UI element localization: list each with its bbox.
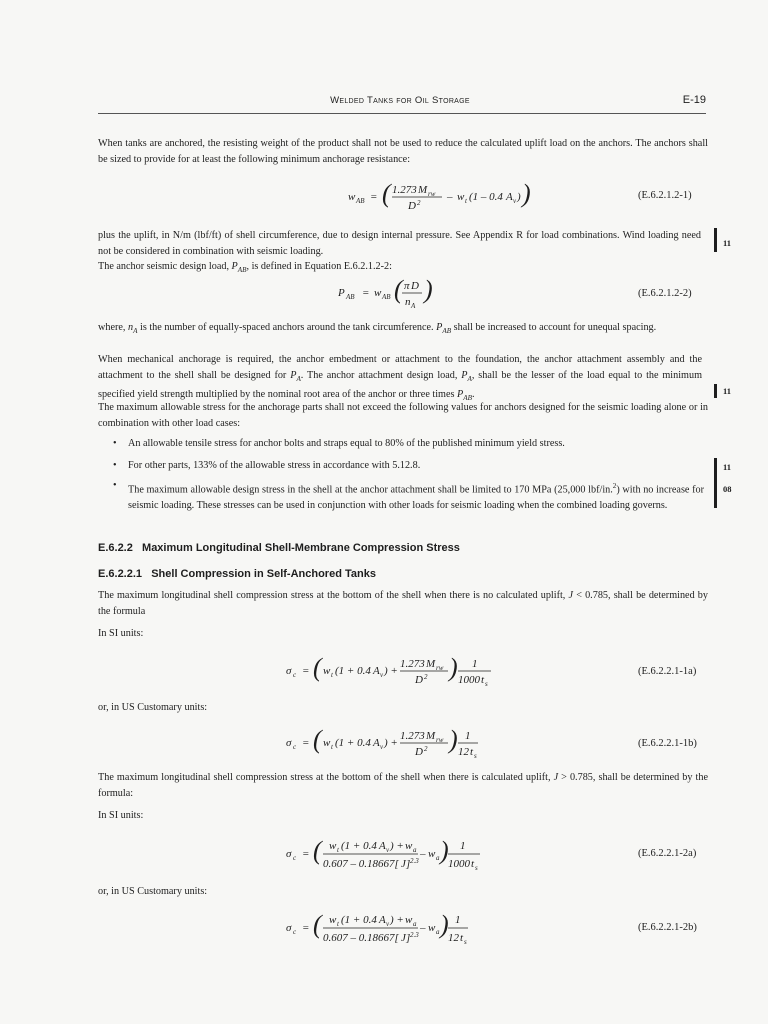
section-number: E.6.2.2 xyxy=(98,542,133,554)
svg-text:1.273: 1.273 xyxy=(392,184,417,196)
svg-text:c: c xyxy=(293,743,297,751)
svg-text:(: ( xyxy=(313,836,322,865)
svg-text:a: a xyxy=(413,846,417,854)
svg-text:σ: σ xyxy=(286,922,292,934)
change-bar xyxy=(714,384,717,398)
svg-text:=: = xyxy=(302,737,310,749)
svg-text:w: w xyxy=(323,665,331,677)
svg-text:–: – xyxy=(420,848,426,860)
svg-text:): ) xyxy=(449,725,458,754)
svg-text:) +: ) + xyxy=(384,665,398,677)
svg-text:rw: rw xyxy=(428,190,436,198)
svg-text:(: ( xyxy=(382,179,391,208)
svg-text:=: = xyxy=(362,287,370,299)
svg-text:v: v xyxy=(386,920,390,928)
paragraph-anchorage-resistance: When tanks are anchored, the resisting weight of the product shall not be used to reduce the calculated uplift load on the anchors. The anchors shall be sized to provide for at least the following minimum anchorage resistance: xyxy=(98,138,708,165)
svg-text:w: w xyxy=(329,840,337,852)
svg-text:s: s xyxy=(464,938,467,946)
paragraph-uplift: plus the uplift, in N/m (lbf/ft) of shell circumference, due to design internal pressure. See Appendix R for load combinations. Wind loading need not be considered in combination with seismic loading. xyxy=(98,230,701,257)
svg-text:): ) xyxy=(424,275,433,304)
svg-text:c: c xyxy=(293,671,297,679)
equation-pab-graphic xyxy=(338,274,498,314)
svg-text:t: t xyxy=(460,932,464,944)
svg-text:t: t xyxy=(337,846,339,854)
change-marker: 11 xyxy=(723,238,732,248)
svg-text:]: ] xyxy=(406,858,411,870)
svg-text:): ) xyxy=(449,653,458,682)
bullet-tensile-stress: An allowable tensile stress for anchor bolts and straps equal to 80% of the published minimum yield stress. xyxy=(128,438,565,449)
svg-text:2: 2 xyxy=(424,745,428,753)
svg-text:M: M xyxy=(426,730,436,742)
svg-text:P: P xyxy=(338,287,345,299)
svg-text:M: M xyxy=(418,184,428,196)
bullet-marker: • xyxy=(113,438,117,449)
svg-text:(: ( xyxy=(313,910,322,939)
svg-text:w: w xyxy=(405,914,413,926)
svg-text:(1 + 0.4: (1 + 0.4 xyxy=(341,914,377,926)
svg-text:D: D xyxy=(411,280,419,292)
svg-text:2: 2 xyxy=(417,199,421,207)
svg-text:J: J xyxy=(401,858,406,870)
svg-text:D: D xyxy=(408,200,416,212)
svg-text:1000: 1000 xyxy=(448,858,470,870)
equation-sigma-c-us-uplift xyxy=(286,908,486,953)
svg-text:): ) xyxy=(522,179,531,208)
equation-number: (E.6.2.2.1-2b) xyxy=(638,922,697,933)
svg-text:–: – xyxy=(447,191,453,203)
svg-text:t: t xyxy=(465,197,467,205)
svg-text:w: w xyxy=(374,287,382,299)
svg-text:σ: σ xyxy=(286,848,292,860)
section-title: Maximum Longitudinal Shell-Membrane Compression Stress xyxy=(142,542,460,554)
svg-text:a: a xyxy=(436,928,440,936)
paragraph-allowable-stress: The maximum allowable stress for the anchorage parts shall not exceed the following values for anchors designed for the seismic loading alone or in combination with other load cases: xyxy=(98,402,708,429)
svg-text:): ) xyxy=(440,836,449,865)
svg-text:(1 – 0.4: (1 – 0.4 xyxy=(469,191,503,203)
svg-text:1: 1 xyxy=(460,840,466,852)
svg-text:AB: AB xyxy=(346,293,355,301)
equation-sigma-c-us-no-uplift xyxy=(286,724,496,767)
equation-wab-graphic xyxy=(348,178,618,218)
bullet-other-parts: For other parts, 133% of the allowable stress in accordance with 5.12.8. xyxy=(128,460,421,471)
svg-text:0.607 – 0.18667[: 0.607 – 0.18667[ xyxy=(323,858,399,870)
svg-text:(1 + 0.4: (1 + 0.4 xyxy=(335,737,371,749)
svg-text:A: A xyxy=(411,302,416,310)
svg-text:w: w xyxy=(405,840,413,852)
equation-graphic xyxy=(286,724,496,764)
svg-text:v: v xyxy=(380,671,384,679)
svg-text:s: s xyxy=(475,864,478,872)
header-rule xyxy=(98,113,706,114)
paragraph-no-uplift: The maximum longitudinal shell compression stress at the bottom of the shell when there is no calculated uplift, J < 0.785, shall be determined by the formula xyxy=(98,590,708,617)
equation-number: (E.6.2.1.2-1) xyxy=(638,190,692,201)
section-number: E.6.2.2.1 xyxy=(98,568,143,580)
section-heading-e6-2-2 xyxy=(98,542,460,554)
svg-text:σ: σ xyxy=(286,665,292,677)
paragraph-with-uplift: The maximum longitudinal shell compression stress at the bottom of the shell when there is calculated uplift, J > 0.785, shall be determined by the formula: xyxy=(98,772,708,799)
svg-text:w: w xyxy=(348,191,356,203)
change-bar xyxy=(714,480,717,508)
equation-number: (E.6.2.1.2-2) xyxy=(638,288,692,299)
paragraph-nA-definition: where, $n_A$ is the number of equally-spaced anchors around the tank circumference. $P_{AB}$ shall be increased to account for unequal spacing. xyxy=(98,322,657,336)
svg-text:c: c xyxy=(293,854,297,862)
svg-text:=: = xyxy=(302,922,310,934)
svg-text:t: t xyxy=(470,746,474,758)
svg-text:t: t xyxy=(331,743,333,751)
svg-text:v: v xyxy=(380,743,384,751)
svg-text:–: – xyxy=(420,922,426,934)
svg-text:M: M xyxy=(426,658,436,670)
svg-text:]: ] xyxy=(406,932,411,944)
svg-text:(: ( xyxy=(394,275,403,304)
svg-text:D: D xyxy=(415,674,423,686)
paragraph-anchor-design-load: The anchor seismic design load, $P_{AB}$, is defined in Equation E.6.2.1.2-2: xyxy=(98,261,392,275)
svg-text:w: w xyxy=(428,922,436,934)
svg-text:2.3: 2.3 xyxy=(410,931,419,939)
svg-text:t: t xyxy=(471,858,475,870)
equation-number: (E.6.2.2.1-1a) xyxy=(638,666,697,677)
svg-text:w: w xyxy=(323,737,331,749)
svg-text:) +: ) + xyxy=(390,840,404,852)
svg-text:(1 + 0.4: (1 + 0.4 xyxy=(335,665,371,677)
svg-text:w: w xyxy=(428,848,436,860)
svg-text:c: c xyxy=(293,928,297,936)
change-marker: 08 xyxy=(723,484,732,494)
svg-text:=: = xyxy=(302,848,310,860)
svg-text:2: 2 xyxy=(424,673,428,681)
svg-text:=: = xyxy=(302,665,310,677)
svg-text:(: ( xyxy=(313,653,322,682)
svg-text:A: A xyxy=(373,737,380,749)
svg-text:σ: σ xyxy=(286,737,292,749)
svg-text:) +: ) + xyxy=(384,737,398,749)
svg-text:AB: AB xyxy=(382,293,391,301)
svg-text:A: A xyxy=(379,914,386,926)
label-us-units: or, in US Customary units: xyxy=(98,886,208,897)
equation-graphic xyxy=(286,908,486,950)
svg-text:rw: rw xyxy=(436,664,444,672)
section-heading-e6-2-2-1 xyxy=(98,568,376,580)
svg-text:A: A xyxy=(506,191,513,203)
label-si-units: In SI units: xyxy=(98,810,144,821)
equation-sigma-c-si-no-uplift xyxy=(286,652,506,695)
svg-text:A: A xyxy=(373,665,380,677)
paragraph-mechanical-anchorage: When mechanical anchorage is required, the anchor embedment or attachment to the foundation, the anchor attachment assembly and the attachment to the shell shall be designed for $P_A$. The anchor attachment design load, $P_A$, shall be the lesser of the load equal to the minimum specified yield strength multiplied by the nominal root area of the anchor or three times $P_{AB}$. xyxy=(98,354,703,403)
svg-text:v: v xyxy=(513,197,517,205)
svg-text:(1 + 0.4: (1 + 0.4 xyxy=(341,840,377,852)
svg-text:t: t xyxy=(331,671,333,679)
svg-text:J: J xyxy=(401,932,406,944)
svg-text:1: 1 xyxy=(465,730,471,742)
svg-text:12: 12 xyxy=(458,746,469,758)
svg-text:s: s xyxy=(485,680,488,688)
equation-number: (E.6.2.2.1-2a) xyxy=(638,848,697,859)
svg-text:AB: AB xyxy=(356,197,365,205)
section-title: Shell Compression in Self-Anchored Tanks xyxy=(151,568,376,580)
svg-text:): ) xyxy=(517,191,521,203)
label-si-units: In SI units: xyxy=(98,628,144,639)
svg-text:) +: ) + xyxy=(390,914,404,926)
svg-text:0.607 – 0.18667[: 0.607 – 0.18667[ xyxy=(323,932,399,944)
svg-text:(: ( xyxy=(313,725,322,754)
svg-text:D: D xyxy=(415,746,423,758)
svg-text:t: t xyxy=(481,674,485,686)
change-bar xyxy=(714,228,717,252)
svg-text:12: 12 xyxy=(448,932,459,944)
equation-sigma-c-si-uplift xyxy=(286,834,486,879)
change-marker: 11 xyxy=(723,462,732,472)
svg-text:1000: 1000 xyxy=(458,674,480,686)
bullet-shell-stress: The maximum allowable design stress in the shell at the anchor attachment shall be limited to 170 MPa (25,000 lbf/in.$^2$) with no increase for seismic loading. These stresses can be used in conjunction with other loads for seismic loading when the combined loading governs. xyxy=(128,482,704,512)
bullet-marker: • xyxy=(113,480,117,491)
svg-text:w: w xyxy=(457,191,465,203)
svg-text:A: A xyxy=(379,840,386,852)
change-marker: 11 xyxy=(723,386,732,396)
page-number: E-19 xyxy=(682,94,706,106)
svg-text:1: 1 xyxy=(455,914,461,926)
bullet-marker: • xyxy=(113,460,117,471)
running-header-title: Welded Tanks for Oil Storage xyxy=(330,95,470,106)
svg-text:w: w xyxy=(329,914,337,926)
equation-number: (E.6.2.2.1-1b) xyxy=(638,738,697,749)
svg-text:=: = xyxy=(370,191,378,203)
svg-text:1: 1 xyxy=(472,658,478,670)
svg-text:a: a xyxy=(436,854,440,862)
svg-text:1.273: 1.273 xyxy=(400,658,425,670)
svg-text:rw: rw xyxy=(436,736,444,744)
svg-text:): ) xyxy=(440,910,449,939)
svg-text:a: a xyxy=(413,920,417,928)
svg-text:n: n xyxy=(405,296,411,308)
svg-text:t: t xyxy=(337,920,339,928)
svg-text:2.3: 2.3 xyxy=(410,857,419,865)
svg-text:π: π xyxy=(404,280,410,292)
svg-text:s: s xyxy=(474,752,477,760)
equation-graphic xyxy=(286,652,506,692)
label-us-units: or, in US Customary units: xyxy=(98,702,208,713)
equation-wab xyxy=(348,178,618,221)
change-bar xyxy=(714,458,717,480)
equation-pab xyxy=(338,274,498,317)
svg-text:1.273: 1.273 xyxy=(400,730,425,742)
svg-text:v: v xyxy=(386,846,390,854)
equation-graphic xyxy=(286,834,486,876)
